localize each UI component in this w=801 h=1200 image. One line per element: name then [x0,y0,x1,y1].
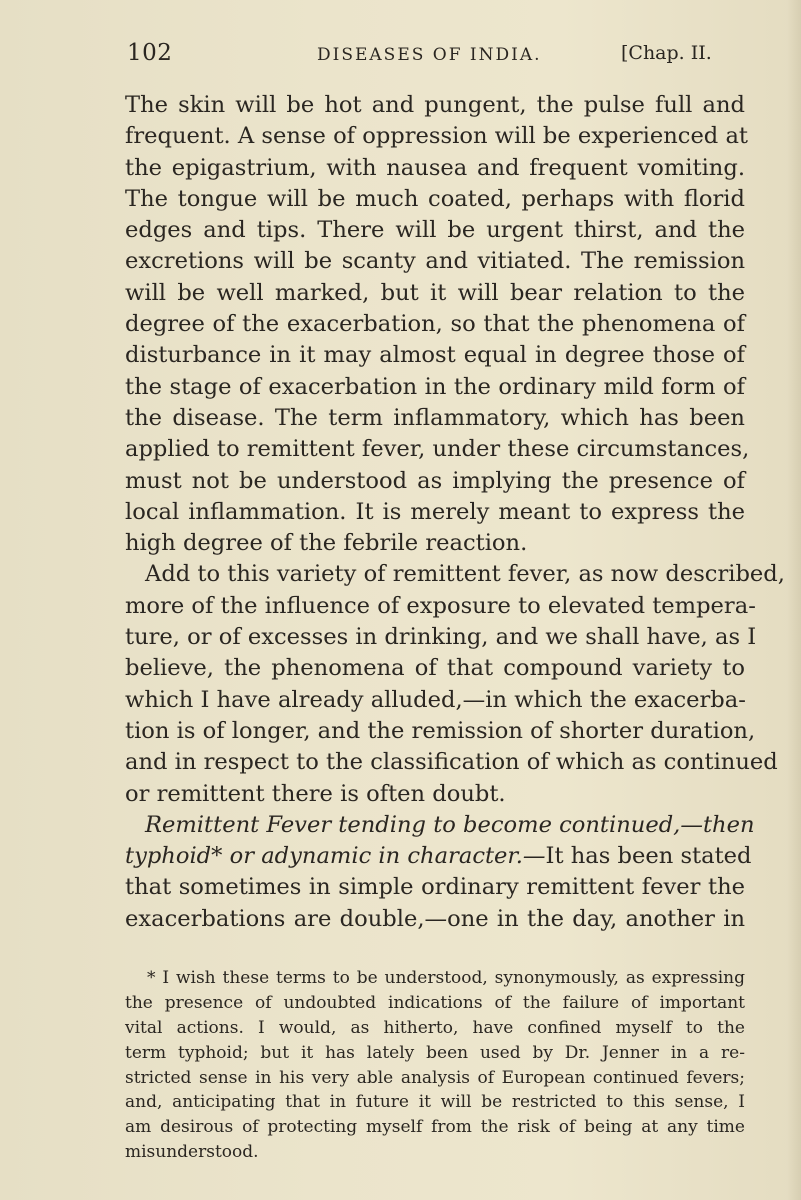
text-line: the disease. The term inflammatory, which has been [125,404,745,431]
footnote [125,966,745,1165]
text-line: which I have already alluded,—in which the exacerba- [125,686,746,713]
footnote-line: * I wish these terms to be understood, synonymously, as expressing [147,968,745,988]
text-line: edges and tips. There will be urgent thirst, and the [125,217,745,244]
page-header [127,40,727,74]
text-line: frequent. A sense of oppression will be experienced at [125,123,749,150]
text-line: The skin will be hot and pungent, the pulse full and [125,92,745,118]
chapter-label: [Chap. II. [621,42,712,64]
text-line: more of the influence of exposure to elevated tempera- [125,592,756,619]
footnote-line: the presence of undoubted indications of the failure of important [125,992,745,1013]
text-line: Add to this variety of remittent fever, as now described, [145,561,785,588]
footnote-line: stricted sense in his very able analysis of European continued fevers; [125,1067,745,1088]
section-heading-italic: typhoid* or adynamic in character.— [125,843,546,870]
text-line: must not be understood as implying the presence of [125,467,745,494]
text-line: the stage of exacerbation in the ordinary mild form of [125,373,745,400]
text-line: disturbance in it may almost equal in degree those of [125,342,745,369]
text-line: that sometimes in simple ordinary remittent fever the [125,874,745,901]
text-line: high degree of the febrile reaction. [125,530,528,557]
text-line: excretions will be scanty and vitiated. The remission [125,248,745,275]
running-title: DISEASES OF INDIA. [317,45,542,65]
text-line: local inflammation. It is merely meant to express the [125,498,745,525]
text-line: degree of the exacerbation, so that the phenomena of [125,311,745,338]
section-heading-line: Remittent Fever tending to become continued,—then [145,811,755,838]
text-line: applied to remittent fever, under these circumstances, [125,436,750,463]
body-text [125,90,785,935]
page-edge-shadow [787,0,801,1200]
footnote-line: am desirous of protecting myself from the risk of being at any time [125,1117,745,1138]
text-line: tion is of longer, and the remission of shorter duration, [125,717,756,744]
text-line: exacerbations are double,—one in the day, another in [125,905,745,932]
text-line: or remittent there is often doubt. [125,780,506,807]
footnote-line: and, anticipating that in future it will be restricted to this sense, I [125,1092,745,1113]
text-line: ture, or of excesses in drinking, and we shall have, as I [125,624,757,651]
text-line: and in respect to the classification of which as continued [125,749,778,776]
footnote-line: vital actions. I would, as hitherto, have confined myself to the [125,1017,745,1038]
text-line: will be well marked, but it will bear relation to the [125,279,745,306]
text-line: the epigastrium, with nausea and frequent vomiting. [125,154,745,181]
text-line: believe, the phenomena of that compound variety to [125,655,745,682]
section-heading-line [125,841,752,872]
footnote-line: misunderstood. [125,1142,259,1163]
section-heading-rest: It has been stated [545,843,752,870]
page-number: 102 [127,40,173,66]
footnote-line: term typhoid; but it has lately been used by Dr. Jenner in a re- [125,1042,745,1063]
text-line: The tongue will be much coated, perhaps with florid [125,185,745,212]
